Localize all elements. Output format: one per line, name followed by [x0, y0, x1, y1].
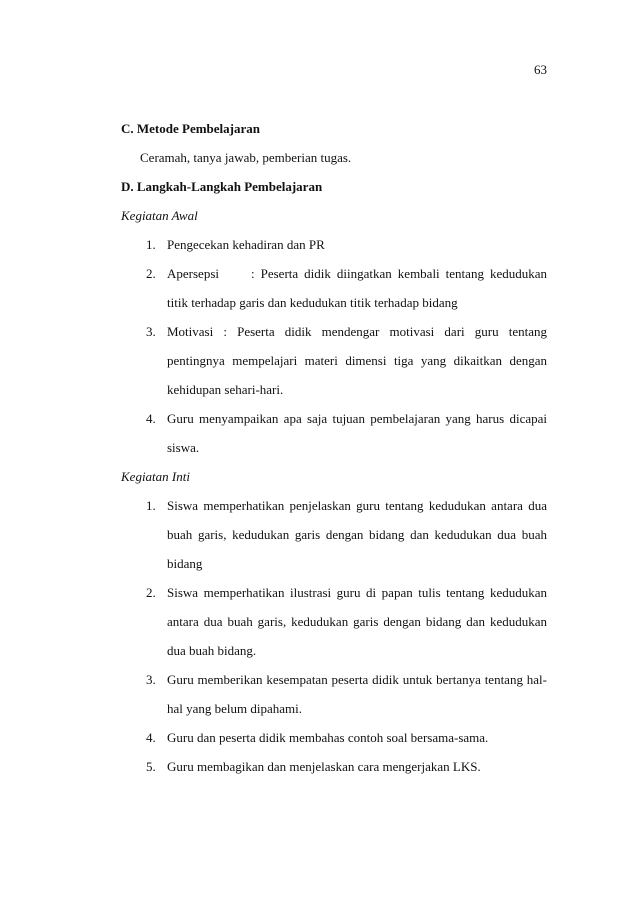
- list-item: 2. Apersepsi : Peserta didik diingatkan kembali tentang kedudukan titik terhadap garis dan kedudukan titik terhadap bidang: [121, 259, 547, 317]
- list-item: 1. Siswa memperhatikan penjelaskan guru tentang kedudukan antara dua buah garis, kedudukan garis dengan bidang dan kedudukan dua buah bidang: [146, 498, 547, 571]
- page-body: [121, 114, 547, 781]
- section-c-heading: C. Metode Pembelajaran: [121, 121, 260, 136]
- list-item: 5. Guru membagikan dan menjelaskan cara mengerjakan LKS.: [146, 759, 481, 774]
- kegiatan-awal-list: [121, 230, 547, 462]
- section-c-text: Ceramah, tanya jawab, pemberian tugas.: [140, 150, 352, 165]
- section-d-heading: D. Langkah-Langkah Pembelajaran: [121, 179, 323, 194]
- list-item: 3. Motivasi : Peserta didik mendengar motivasi dari guru tentang pentingnya mempelajari materi dimensi tiga yang dikaitkan dengan kehidupan sehari-hari.: [146, 324, 547, 397]
- list-item: 1. Pengecekan kehadiran dan PR: [146, 237, 325, 252]
- apersepsi-label: Apersepsi: [167, 266, 219, 281]
- kegiatan-awal-title: Kegiatan Awal: [121, 208, 198, 223]
- page-number: 63: [534, 62, 547, 77]
- list-item: 3. Guru memberikan kesempatan peserta didik untuk bertanya tentang hal-hal yang belum dipahami.: [146, 672, 547, 716]
- list-item: 2. Siswa memperhatikan ilustrasi guru di papan tulis tentang kedudukan antara dua buah garis, kedudukan garis dengan bidang dan kedudukan dua buah bidang.: [146, 585, 547, 658]
- kegiatan-inti-list: [121, 491, 547, 781]
- list-item: 4. Guru menyampaikan apa saja tujuan pembelajaran yang harus dicapai siswa.: [146, 411, 547, 455]
- kegiatan-inti-title: Kegiatan Inti: [121, 469, 190, 484]
- list-item: 4. Guru dan peserta didik membahas contoh soal bersama-sama.: [146, 730, 489, 745]
